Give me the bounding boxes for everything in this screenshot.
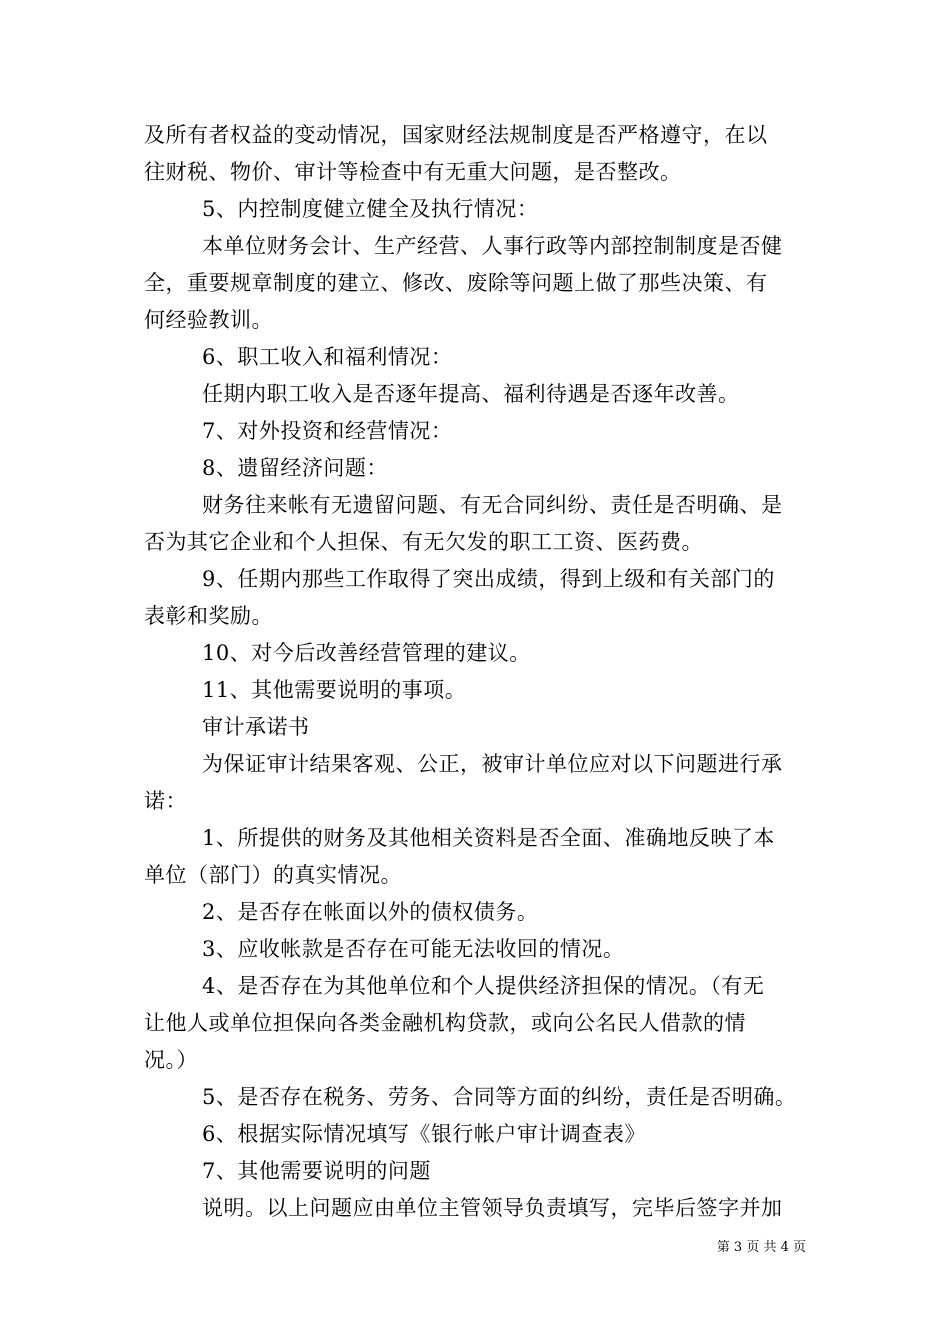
text-line: 10、对今后改善经营管理的建议。 (202, 641, 531, 665)
text-line: 6、根据实际情况填写《银行帐户审计调查表》 (202, 1122, 646, 1146)
text-line: 3、应收帐款是否存在可能无法收回的情况。 (202, 937, 625, 961)
body-text (144, 117, 808, 1227)
text-line: 况。） (144, 1048, 198, 1072)
text-line: 任期内职工收入是否逐年提高、福利待遇是否逐年改善。 (202, 382, 740, 406)
text-line: 往财税、物价、审计等检查中有无重大问题，是否整改。 (144, 160, 682, 184)
text-line: 何经验教训。 (144, 308, 273, 332)
text-line: 让他人或单位担保向各类金融机构贷款，或向公名民人借款的情 (144, 1011, 746, 1035)
text-line: 6、职工收入和福利情况： (202, 345, 453, 369)
text-line: 11、其他需要说明的事项。 (202, 678, 467, 702)
text-line: 单位（部门）的真实情况。 (144, 863, 402, 887)
text-line: 及所有者权益的变动情况，国家财经法规制度是否严格遵守，在以 (144, 123, 768, 147)
text-line: 为保证审计结果客观、公正，被审计单位应对以下问题进行承 (202, 752, 783, 776)
section-heading: 审计承诺书 (202, 715, 310, 739)
text-line: 财务往来帐有无遗留问题、有无合同纠纷、责任是否明确、是 (202, 493, 783, 517)
text-line: 7、对外投资和经营情况： (202, 419, 453, 443)
text-line: 说明。以上问题应由单位主管领导负责填写，完毕后签字并加 (202, 1196, 783, 1220)
text-line: 表彰和奖励。 (144, 604, 273, 628)
text-line: 诺： (144, 789, 187, 813)
text-line: 否为其它企业和个人担保、有无欠发的职工工资、医药费。 (144, 530, 703, 554)
text-line: 5、是否存在税务、劳务、合同等方面的纠纷，责任是否明确。 (202, 1085, 797, 1109)
text-line: 本单位财务会计、生产经营、人事行政等内部控制制度是否健 (202, 234, 783, 258)
text-line: 7、其他需要说明的问题 (202, 1159, 431, 1183)
text-line: 全，重要规章制度的建立、修改、废除等问题上做了那些决策、有 (144, 271, 768, 295)
text-line: 8、遗留经济问题： (202, 456, 388, 480)
text-line: 9、任期内那些工作取得了突出成绩，得到上级和有关部门的 (202, 567, 775, 591)
text-line: 2、是否存在帐面以外的债权债务。 (202, 900, 539, 924)
text-line: 4、是否存在为其他单位和个人提供经济担保的情况。（有无 (202, 974, 765, 998)
text-line: 5、内控制度健立健全及执行情况： (202, 197, 539, 221)
text-line: 1、所提供的财务及其他相关资料是否全面、准确地反映了本 (202, 826, 775, 850)
page-number: 第 3 页 共 4 页 (716, 1240, 806, 1255)
